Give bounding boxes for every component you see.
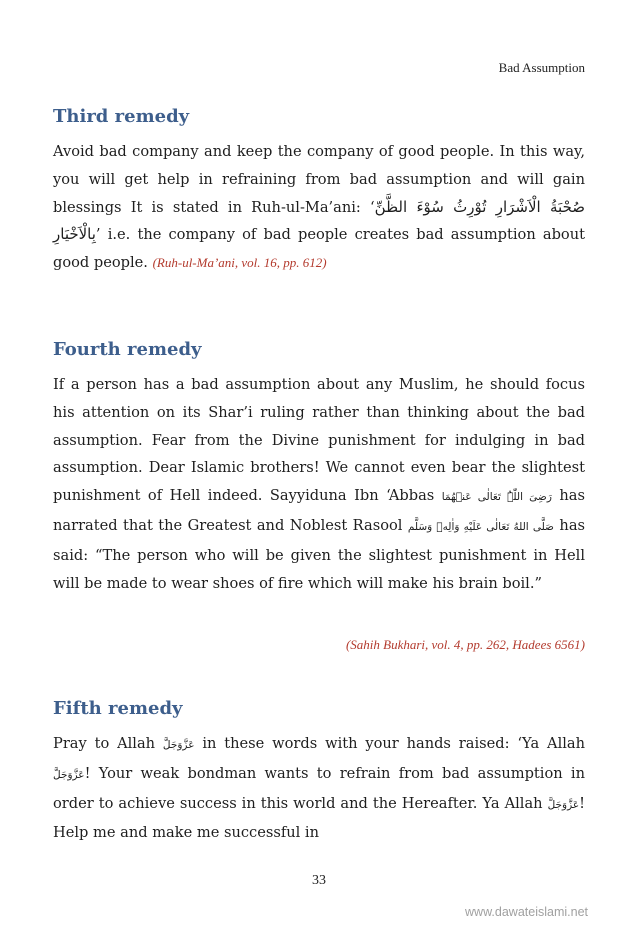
arabic-quote: صُحْبَةُ الْاَشْرَارِ تُوْرِثُ سُوْءَ الظَّنِّ بِالْاَخْيَارِ bbox=[53, 197, 585, 244]
paragraph-text: ’ i.e. the company of bad people creates bad assumption about good people. bbox=[53, 226, 585, 272]
running-header: Bad Assumption bbox=[498, 60, 585, 75]
section-title-fourth-remedy: Fourth remedy bbox=[53, 339, 202, 360]
paragraph-text: If a person has a bad assumption about any Muslim, he should focus his attention on its Shar’i ruling rather than thinking about the bad assumption. Fear from the Divine punishment for indulging in bad assumption. Dear Islamic brothers! We cannot even bear the slightest punishment of Hell indeed. Sayyiduna Ibn ‘Abbas bbox=[53, 376, 585, 505]
honorific-text: عَزَّوَجَلَّ bbox=[53, 768, 85, 781]
section-title-fifth-remedy: Fifth remedy bbox=[53, 698, 183, 719]
paragraph-text: in these words with your hands raised: ‘Ya Allah bbox=[202, 735, 586, 752]
section-title-third-remedy: Third remedy bbox=[53, 106, 190, 127]
reference-citation: (Ruh-ul-Ma’ani, vol. 16, pp. 612) bbox=[152, 255, 327, 271]
paragraph-third-remedy bbox=[53, 138, 585, 277]
paragraph-text: ! Help me and make me successful in bbox=[53, 794, 586, 842]
honorific-text: رَضِیَ اللّٰہُ تَعَالٰی عَنۡهُمَا bbox=[441, 491, 552, 504]
page-number: 33 bbox=[312, 873, 326, 888]
paragraph-text: has said: “The person who will be given the slightest punishment in Hell will be made to wear shoes of fire which will make his brain boil.” bbox=[53, 516, 586, 592]
paragraph-text: has narrated that the Greatest and Noblest Rasool bbox=[53, 487, 585, 534]
paragraph-text: Pray to Allah bbox=[53, 735, 156, 752]
honorific-text: عَزَّوَجَلَّ bbox=[162, 739, 195, 751]
honorific-text: صَلَّى اللهُ تَعَالٰى عَلَيْهِ وَاٰلِهٖ وَسَلَّم bbox=[407, 520, 554, 533]
paragraph-fifth-remedy bbox=[53, 730, 585, 847]
honorific-text: عَزَّوَجَلَّ bbox=[547, 798, 580, 811]
paragraph-text: ! Your weak bondman wants to refrain from bad assumption in order to achieve success in this world and the Hereafter. Ya Allah bbox=[53, 764, 585, 812]
paragraph-fourth-remedy bbox=[53, 371, 585, 597]
footer-website: www.dawateislami.net bbox=[465, 905, 588, 919]
paragraph-text: Avoid bad company and keep the company of good people. In this way, you will get help in refraining from bad assumption and will gain blessings It is stated in Ruh-ul-Ma’ani: ‘ bbox=[53, 143, 585, 216]
reference-citation: (Sahih Bukhari, vol. 4, pp. 262, Hadees 6561) bbox=[345, 637, 585, 652]
